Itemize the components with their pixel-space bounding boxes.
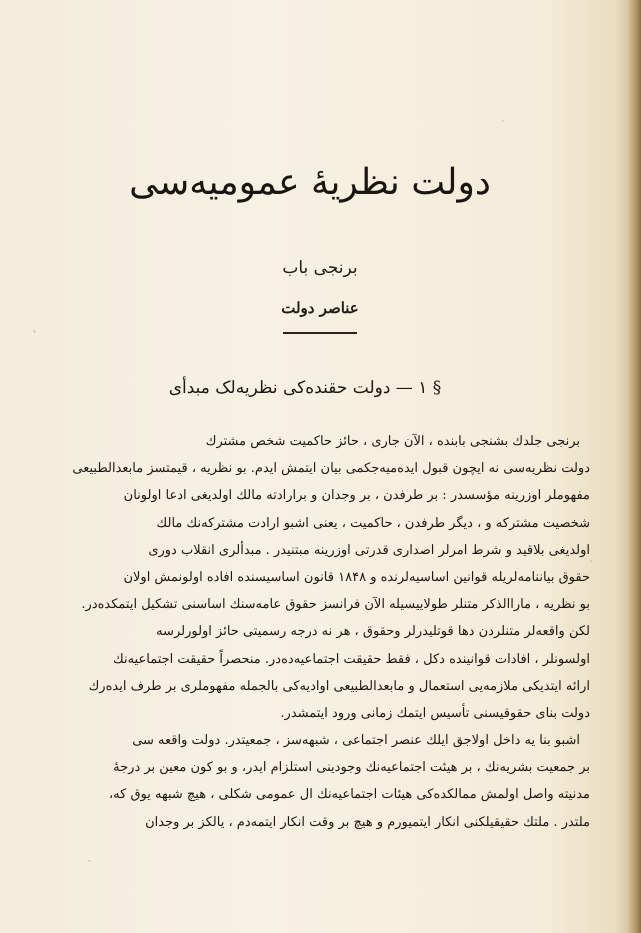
text-line: دولت نظریه‌سی نه ایچون قبول ایده‌میه‌جکمی بیان ایتمش ایدم. بو نظریه ، قیمتسز مابعدالطبیعی <box>72 461 590 477</box>
paper-stain <box>33 330 36 333</box>
chapter-label: برنجی باب <box>282 258 358 278</box>
paper-stain <box>502 120 504 122</box>
page-edge <box>627 0 641 933</box>
text-line: برنجی جلدك بشنجی بابنده ، الآن جاری ، حائز حاکمیت شخص مشترك <box>205 434 580 449</box>
paper-stain <box>590 560 592 563</box>
text-line: مدنیته واصل اولمش ممالکده‌کی هیئات اجتماعیه‌نك ال عمومی شکلی ، هیچ شبهه یوق که، <box>108 787 590 803</box>
body-text <box>70 428 590 836</box>
text-line: مفهوملر اوزرینه مؤسسدر : بر طرفدن ، بر وجدان و برارادته مالك اولدیغی ادعا اولونان <box>123 488 590 504</box>
text-line: اشبو بنا یه داخل اولاجق ایلك عنصر اجتماعی ، شبهه‌سز ، جمعیتدر. دولت واقعه سی <box>132 733 580 749</box>
paper-stain <box>88 860 91 862</box>
text-line: حقوق بیاننامه‌لریله قوانین اساسیه‌لرنده و ۱۸۴۸ قانون اساسیسنده افاده اولونمش اولان <box>123 569 590 585</box>
text-line: بر جمعیت بشریه‌نك ، بر هیئت اجتماعیه‌نك وجودینی استلزام ایدر، و بو کون معین بر درجهٔ <box>113 760 590 776</box>
page-title: دولت نظریهٔ عمومیه‌سی <box>129 162 491 203</box>
chapter-subtitle: عناصر دولت <box>281 299 359 317</box>
text-line: ارائه ایتدیکی ملازمه‌یی استعمال و مابعدالطبیعی اوادیه‌کی بالجمله مفهوملری بر طرف ایده‌رك <box>88 678 590 694</box>
text-line: بو نظریه ، ماراالذکر متنلر طولاییسیله الآن فرانسز حقوق عامه‌سنك اساسنی تشکیل ایتمکده‌در. <box>81 597 590 613</box>
text-line: اولسونلر ، افادات قوانینده دکل ، فقط حقیقت اجتماعیه‌ده‌در. منحصراً حقیقت اجتماعیه‌نك <box>113 651 590 667</box>
text-line: شخصیت مشترکه و ، دیگر طرفدن ، حاکمیت ، یعنی اشبو ارادت مشترکه‌نك مالك <box>156 515 590 531</box>
divider-rule <box>283 332 357 334</box>
section-heading: § ۱ — دولت حقنده‌کی نظریه‌لک مبدأی <box>168 378 442 398</box>
text-line: دولت بنای حقوقیسنی تأسیس ایتمك زمانی ورود ایتمشدر. <box>280 705 590 721</box>
text-line: ملتدر . ملتك حقیقیلکنی انکار ایتمیورم و هیچ بر وقت انکار ایتمه‌دم ، یالکز بر وجدان <box>145 814 590 830</box>
text-line: لکن واقعه‌لر متنلردن دها قوتلیدرلر وحقوق ، هر نه درجه رسمیتی حائز اولورلرسه <box>156 624 590 640</box>
text-line: اولدیغی بلاقید و شرط امرلر اصداری قدرتی اوزرینه مبتنیدر . مبدألری انقلاب دوری <box>148 542 590 558</box>
